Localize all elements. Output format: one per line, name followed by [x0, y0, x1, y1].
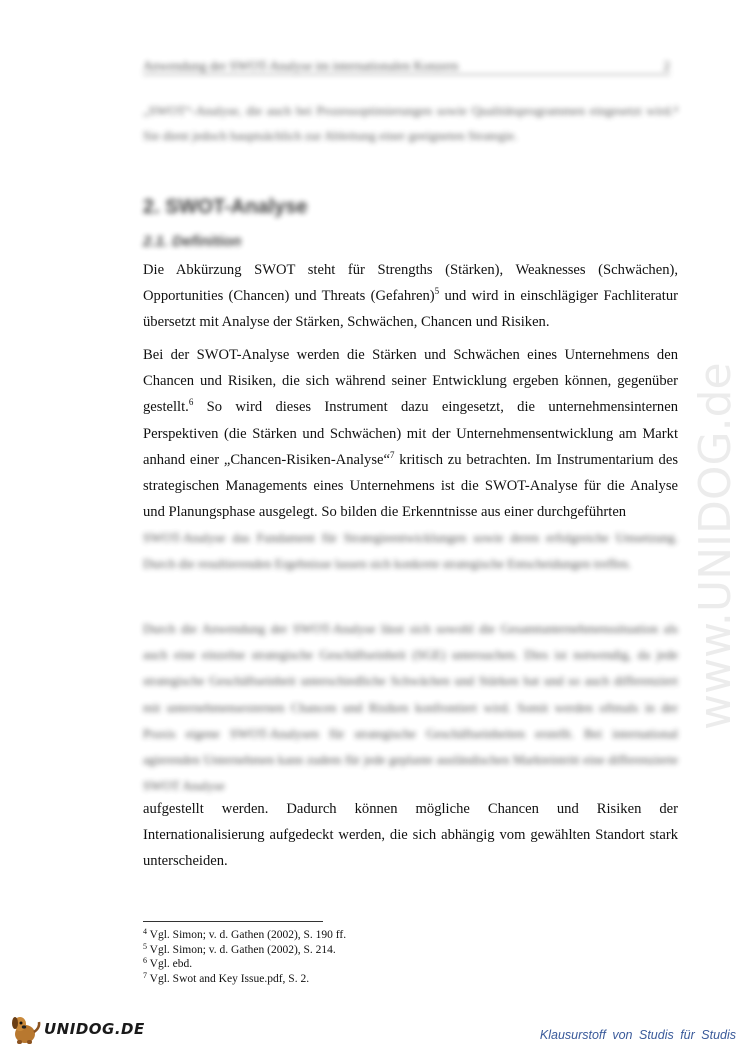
intro-paragraph: „SWOT“-Analyse, die auch bei Prozessoptimierungen sowie Qualitätsprogrammen eingesetzt wird.⁴ Sie dient jedoch hauptsächlich zur Ableitung einer geeigneten Strategie. — [143, 103, 678, 143]
watermark-text: www.UNIDOG.de — [690, 362, 741, 730]
footnote-6: $^6$ Vgl. ebd. — [143, 956, 193, 971]
section-heading: 2. SWOT-Analyse — [143, 196, 308, 218]
footnote-ref-7[interactable]: 7 — [390, 449, 395, 460]
footnote-7: $^7$ Vgl. Swot and Key Issue.pdf, S. 2. — [143, 970, 310, 985]
footnote-divider — [143, 921, 323, 922]
running-title: Anwendung der SWOT-Analyse im internationalen Konzern — [143, 58, 459, 73]
para2-text-a: Bei der SWOT-Analyse werden die Stärken und Schwächen eines Unternehmens den Chancen und Risiken, die sich während seiner Entwicklung ergeben können, gegenüber gestellt. — [143, 347, 678, 416]
page-header — [143, 52, 670, 75]
para1-text-a: Die Abkürzung SWOT steht für Strengths (Stärken), Weaknesses (Schwächen), Opportunities (Chancen) und Threats (Gefahren) — [143, 262, 678, 305]
para1-text-b: und wird in einschlägiger Fachliteratur übersetzt mit Analyse der Stärken, Schwächen, Chancen und Risiken. — [143, 288, 678, 331]
page-number: 2 — [663, 58, 670, 73]
watermark — [690, 250, 740, 730]
definition-paragraph-2 — [143, 342, 678, 525]
unidog-logo[interactable] — [8, 1012, 145, 1046]
para2-text-c: kritisch zu betrachten. Im Instrumentarium des strategischen Managements eines Unternehmens ist die SWOT-Analyse für die Analyse und Planungsphase ausgelegt. So bilden die Erkenntnisse aus einer durchgeführten — [143, 451, 678, 521]
para2-text-b: So wird dieses Instrument dazu eingesetzt, die unternehmensinternen Perspektiven (die Stärken und Schwächen) mit der Unternehmensentwicklung am Markt anhand einer „Chancen-Risiken-Analyse“ — [143, 399, 678, 468]
footnotes — [143, 928, 346, 986]
footnote-ref-6[interactable]: 6 — [188, 397, 194, 408]
dog-mascot-icon — [8, 1012, 42, 1046]
footnote-ref-5[interactable]: 5 — [434, 286, 440, 297]
para3-blurred: Durch die Anwendung der SWOT-Analyse lässt sich sowohl die Gesamtunternehmenssituation als auch eine einzelne strategische Geschäftseinheit (SGE) untersuchen. Dies ist notwendig, da jede strategische Geschäftseinheit unterschiedliche Schwächen und Stärken hat und so auch differenziert mit unternehmensexternen Chancen und Risiken konfrontiert wird. Somit werden oftmals in der Praxis eigene SWOT-Analysen für strategische Geschäftseinheiten erstellt. Bei international agierenden Unternehmen kann zudem für jede geplante ausländischen Markteintritt eine differenzierte SWOT Analyse — [143, 621, 678, 794]
para2-blurred-continuation: SWOT-Analyse das Fundament für Strategieentwicklungen sowie deren erfolgreiche Umsetzung. Durch die resultierenden Ergebnisse lassen sich konkrete strategische Entscheidungen treffen. — [143, 530, 678, 572]
definition-paragraph-1 — [143, 257, 678, 336]
footnote-5: $^5$ Vgl. Simon; v. d. Gathen (2002), S. 214. — [143, 941, 336, 956]
footnote-4: $^4$ Vgl. Simon; v. d. Gathen (2002), S. 190 ff. — [143, 927, 347, 941]
logo-text: UNIDOG.DE — [44, 1020, 145, 1038]
tagline: Klausurstoff von Studis für Studis — [539, 1028, 736, 1042]
para3-visible: aufgestellt werden. Dadurch können mögliche Chancen und Risiken der Internationalisierung aufgedeckt werden, die sich abhängig vom gewählten Standort stark unterscheiden. — [143, 801, 678, 870]
subsection-heading: 2.1. Definition — [143, 233, 242, 250]
